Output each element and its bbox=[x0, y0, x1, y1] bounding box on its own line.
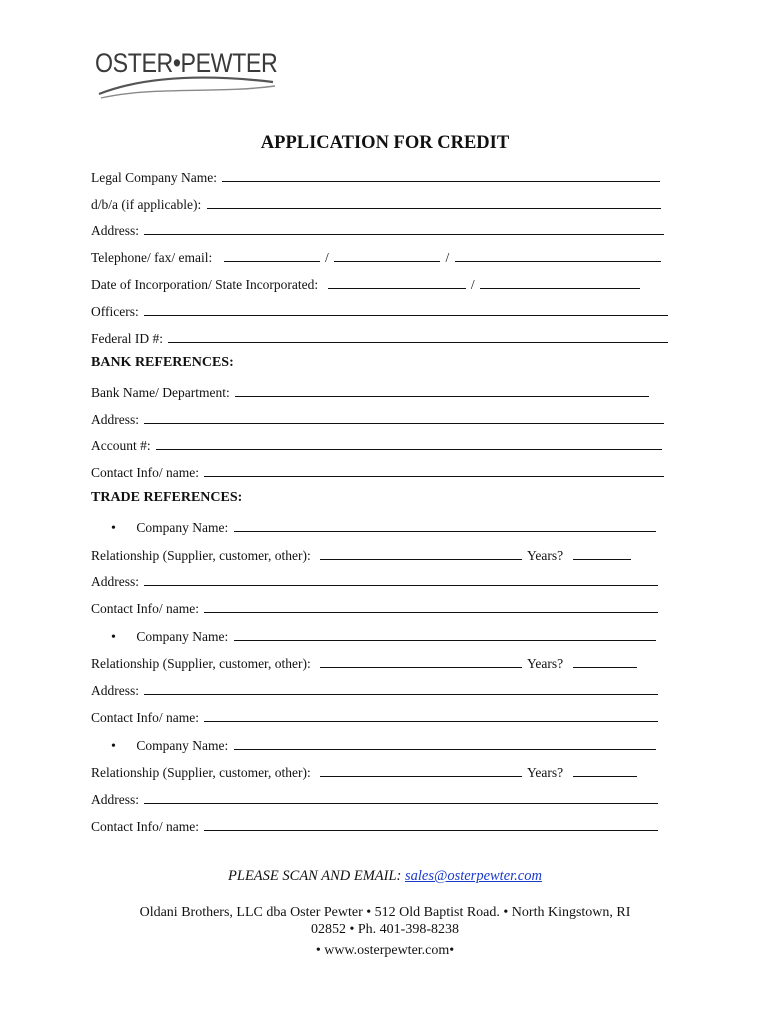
logo-swoosh-icon bbox=[95, 72, 285, 102]
trade-3-company-label: Company Name: bbox=[136, 738, 229, 753]
company-logo bbox=[95, 46, 285, 102]
federal-id-field[interactable] bbox=[168, 330, 668, 343]
slash-1: / bbox=[325, 250, 329, 265]
trade-2-company-field[interactable] bbox=[234, 628, 656, 641]
trade-1-contact-label: Contact Info/ name: bbox=[91, 601, 199, 616]
trade-1-relationship-label: Relationship (Supplier, customer, other): bbox=[91, 548, 311, 563]
bullet-icon: • bbox=[111, 630, 116, 645]
officers-label: Officers: bbox=[91, 304, 139, 319]
trade-3-years-label: Years? bbox=[527, 765, 564, 780]
trade-3-relationship-row bbox=[91, 764, 639, 781]
incorporation-label: Date of Incorporation/ State Incorporated: bbox=[91, 277, 319, 292]
bank-name-label: Bank Name/ Department: bbox=[91, 385, 230, 400]
trade-2-address-field[interactable] bbox=[144, 682, 658, 695]
bullet-icon: • bbox=[111, 521, 116, 536]
page-title: APPLICATION FOR CREDIT bbox=[260, 133, 510, 153]
trade-2-company-label: Company Name: bbox=[136, 629, 229, 644]
telephone-row bbox=[91, 249, 663, 266]
trade-3-company-field[interactable] bbox=[234, 737, 656, 750]
slash-3: / bbox=[470, 277, 475, 292]
trade-2-years-field[interactable] bbox=[573, 655, 637, 668]
trade-1-address-row bbox=[91, 573, 660, 590]
fax-field[interactable] bbox=[334, 249, 440, 262]
bank-contact-label: Contact Info/ name: bbox=[91, 465, 199, 480]
bullet-icon: • bbox=[111, 739, 116, 754]
incorporation-state-field[interactable] bbox=[480, 276, 640, 289]
federal-id-label: Federal ID #: bbox=[91, 331, 163, 346]
address-label: Address: bbox=[91, 223, 139, 238]
trade-3-relationship-field[interactable] bbox=[320, 764, 522, 777]
trade-2-address-row bbox=[91, 682, 660, 699]
address-row bbox=[91, 222, 666, 239]
scan-email-note bbox=[0, 868, 770, 885]
trade-1-company-label: Company Name: bbox=[136, 520, 229, 535]
legal-name-label: Legal Company Name: bbox=[91, 170, 217, 185]
address-field[interactable] bbox=[144, 222, 664, 235]
bank-account-field[interactable] bbox=[156, 437, 662, 450]
trade-2-company-row bbox=[91, 628, 658, 646]
trade-2-contact-label: Contact Info/ name: bbox=[91, 710, 199, 725]
bank-name-row bbox=[91, 384, 651, 401]
dba-label: d/b/a (if applicable): bbox=[91, 197, 202, 212]
scan-email-label: PLEASE SCAN AND EMAIL: bbox=[228, 868, 402, 884]
trade-2-address-label: Address: bbox=[91, 683, 139, 698]
bank-address-label: Address: bbox=[91, 412, 139, 427]
trade-3-company-row bbox=[91, 737, 658, 755]
bank-account-label: Account #: bbox=[91, 438, 151, 453]
footer-address-line-2: 02852 • Ph. 401-398-8238 bbox=[310, 922, 459, 937]
trade-2-years-label: Years? bbox=[527, 656, 564, 671]
footer-website: • www.osterpewter.com• bbox=[315, 943, 455, 958]
bank-address-field[interactable] bbox=[144, 411, 664, 424]
trade-3-years-field[interactable] bbox=[573, 764, 637, 777]
officers-row bbox=[91, 303, 670, 320]
trade-1-years-field[interactable] bbox=[573, 547, 631, 560]
bank-name-field[interactable] bbox=[235, 384, 649, 397]
trade-1-contact-row bbox=[91, 600, 660, 617]
bank-references-heading: BANK REFERENCES: bbox=[91, 355, 234, 370]
trade-2-relationship-field[interactable] bbox=[320, 655, 522, 668]
slash-2: / bbox=[445, 250, 450, 265]
officers-field[interactable] bbox=[144, 303, 668, 316]
incorporation-date-field[interactable] bbox=[328, 276, 466, 289]
legal-name-field[interactable] bbox=[222, 169, 660, 182]
trade-1-contact-field[interactable] bbox=[204, 600, 658, 613]
trade-3-address-label: Address: bbox=[91, 792, 139, 807]
trade-1-years-label: Years? bbox=[527, 548, 564, 563]
telephone-label: Telephone/ fax/ email: bbox=[91, 250, 213, 265]
trade-3-contact-label: Contact Info/ name: bbox=[91, 819, 199, 834]
trade-3-relationship-label: Relationship (Supplier, customer, other): bbox=[91, 765, 311, 780]
dba-row bbox=[91, 196, 663, 213]
trade-1-address-field[interactable] bbox=[144, 573, 658, 586]
trade-2-relationship-row bbox=[91, 655, 639, 672]
federal-id-row bbox=[91, 330, 670, 347]
trade-2-relationship-label: Relationship (Supplier, customer, other): bbox=[91, 656, 311, 671]
bank-contact-field[interactable] bbox=[204, 464, 664, 477]
telephone-field[interactable] bbox=[224, 249, 320, 262]
trade-3-address-field[interactable] bbox=[144, 791, 658, 804]
trade-3-contact-field[interactable] bbox=[204, 818, 658, 831]
trade-references-heading: TRADE REFERENCES: bbox=[91, 490, 243, 505]
footer-address-line-1: Oldani Brothers, LLC dba Oster Pewter • 512 Old Baptist Road. • North Kingstown, RI bbox=[139, 905, 631, 920]
incorporation-row bbox=[91, 276, 642, 293]
legal-name-row bbox=[91, 169, 662, 186]
bank-contact-row bbox=[91, 464, 666, 481]
email-field[interactable] bbox=[455, 249, 661, 262]
trade-3-contact-row bbox=[91, 818, 660, 835]
trade-3-address-row bbox=[91, 791, 660, 808]
trade-2-contact-row bbox=[91, 709, 660, 726]
trade-1-address-label: Address: bbox=[91, 574, 139, 589]
bank-address-row bbox=[91, 411, 666, 428]
trade-1-relationship-row bbox=[91, 547, 633, 564]
logo-text: OSTER•PEWTER bbox=[95, 48, 278, 78]
trade-1-company-field[interactable] bbox=[234, 519, 656, 532]
trade-1-company-row bbox=[91, 519, 658, 537]
trade-2-contact-field[interactable] bbox=[204, 709, 658, 722]
trade-1-relationship-field[interactable] bbox=[320, 547, 522, 560]
bank-account-row bbox=[91, 437, 664, 454]
dba-field[interactable] bbox=[207, 196, 661, 209]
email-link[interactable]: sales@osterpewter.com bbox=[404, 868, 542, 884]
